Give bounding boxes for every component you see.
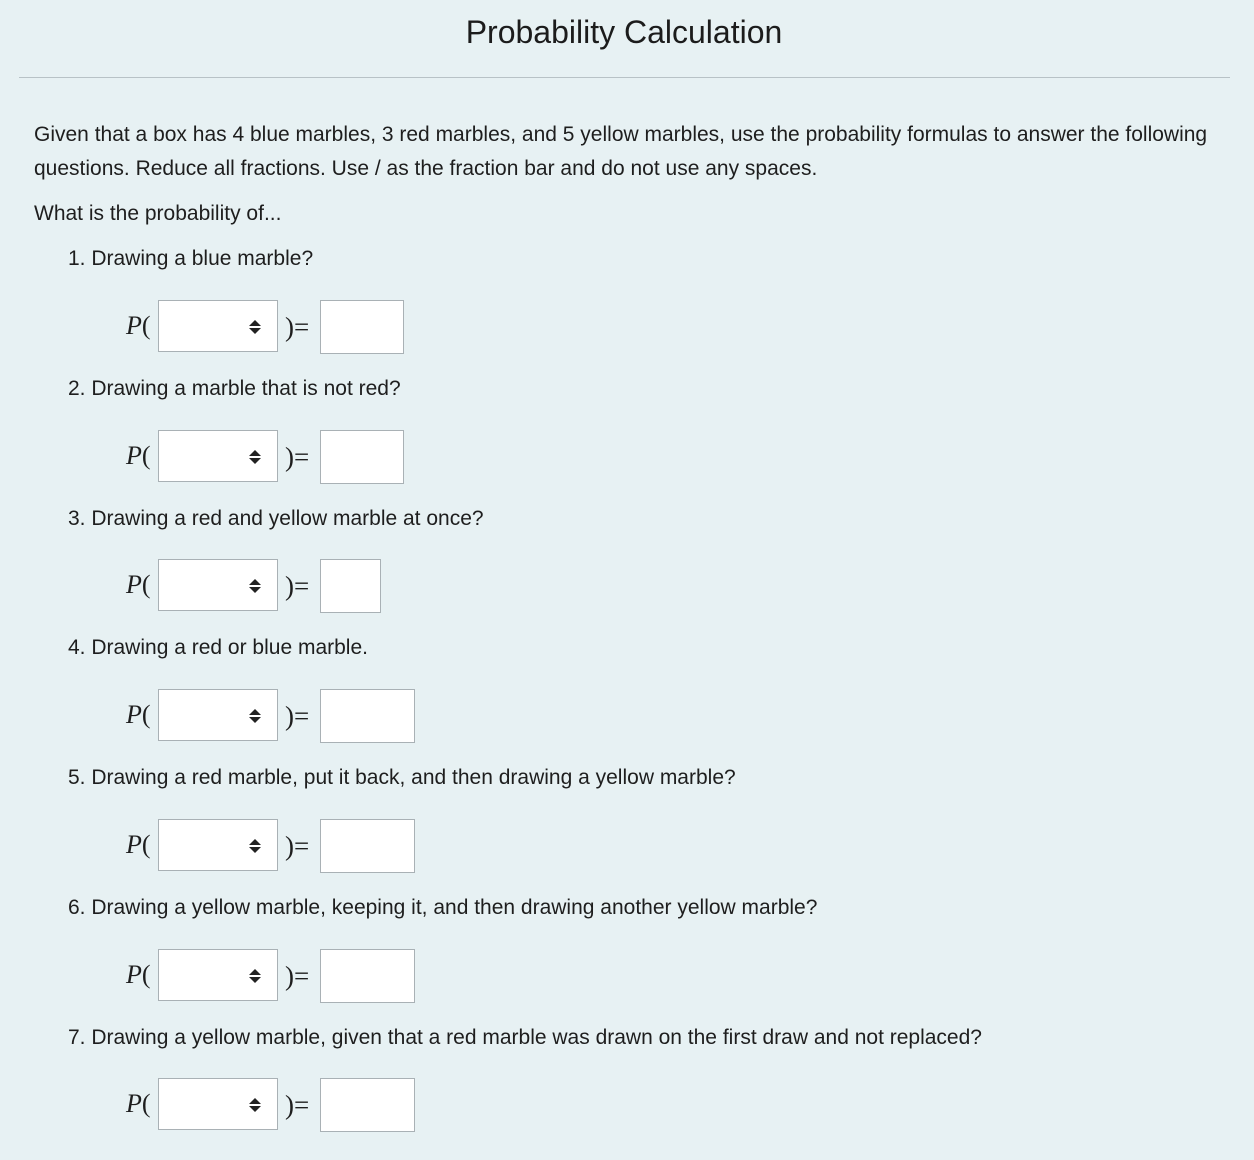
question-2-text: 2. Drawing a marble that is not red? [68,377,401,400]
event-select-7[interactable] [158,1078,278,1130]
event-select-2[interactable] [158,430,278,482]
up-down-arrows-icon [249,1094,261,1116]
up-down-arrows-icon [249,835,261,857]
page-title: Probability Calculation [465,14,783,50]
up-down-arrows-icon [249,446,261,468]
question-1-text: 1. Drawing a blue marble? [68,247,314,270]
p-open: P( [126,700,151,729]
answer-input-7[interactable] [320,1078,415,1132]
answer-input-5[interactable] [320,819,415,873]
answer-input-4[interactable] [320,689,415,743]
answer-input-2[interactable] [320,430,404,484]
event-select-6[interactable] [158,949,278,1001]
event-select-3[interactable] [158,559,278,611]
p-close: )= [285,831,310,861]
question-4-text: 4. Drawing a red or blue marble. [68,636,368,659]
p-close: )= [285,442,310,472]
p-close: )= [285,312,310,342]
intro-text: Given that a box has 4 blue marbles, 3 red marbles, and 5 yellow marbles, use the probability formulas to answer the following questions. Reduce all fractions. Use / as the fraction bar and do not use any spaces. [34,123,1208,180]
up-down-arrows-icon [249,316,261,338]
p-close: )= [285,1090,310,1120]
prompt-text: What is the probability of... [34,202,282,225]
event-select-5[interactable] [158,819,278,871]
up-down-arrows-icon [249,575,261,597]
question-6-text: 6. Drawing a yellow marble, keeping it, and then drawing another yellow marble? [68,896,818,919]
answer-input-1[interactable] [320,300,404,354]
event-select-4[interactable] [158,689,278,741]
p-open: P( [126,570,151,599]
p-open: P( [126,441,151,470]
question-7-text: 7. Drawing a yellow marble, given that a red marble was drawn on the first draw and not replaced? [68,1026,982,1049]
p-open: P( [126,830,151,859]
p-close: )= [285,961,310,991]
answer-input-3[interactable] [320,559,381,613]
up-down-arrows-icon [249,705,261,727]
p-close: )= [285,571,310,601]
p-open: P( [126,1089,151,1118]
p-open: P( [126,311,151,340]
question-5-text: 5. Drawing a red marble, put it back, and then drawing a yellow marble? [68,766,736,789]
title-divider [19,77,1230,78]
question-3-text: 3. Drawing a red and yellow marble at once? [68,507,484,530]
up-down-arrows-icon [249,965,261,987]
answer-input-6[interactable] [320,949,415,1003]
p-close: )= [285,701,310,731]
event-select-1[interactable] [158,300,278,352]
p-open: P( [126,960,151,989]
